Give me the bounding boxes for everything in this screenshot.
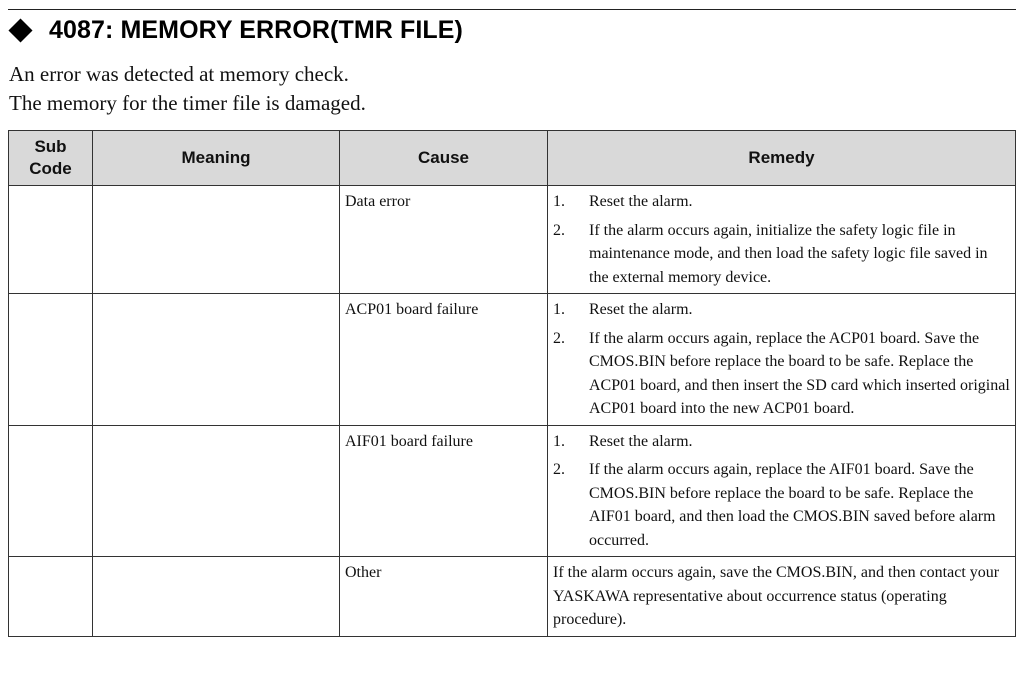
alarm-title: 4087: MEMORY ERROR(TMR FILE)	[49, 15, 463, 44]
step-number: 2.	[553, 461, 565, 478]
step-text: If the alarm occurs again, replace the AIF01 board. Save the CMOS.BIN before replace the board to be safe. Replace the AIF01 board, and then load the CMOS.BIN saved before alarm occurred.	[589, 461, 996, 549]
header-remedy: Remedy	[548, 131, 1016, 186]
step-text: Reset the alarm.	[589, 301, 693, 318]
alarm-table	[8, 130, 1016, 637]
remedy-step	[553, 219, 1010, 290]
sub-code-cell	[9, 186, 93, 294]
cause-cell: AIF01 board failure	[340, 425, 548, 557]
step-number: 1.	[553, 301, 565, 318]
step-text: If the alarm occurs again, replace the ACP01 board. Save the CMOS.BIN before replace the board to be safe. Replace the ACP01 board, and then insert the SD card which inserted original ACP01 board into the new ACP01 board.	[589, 329, 1010, 417]
table-row	[9, 186, 1016, 294]
cause-cell: ACP01 board failure	[340, 294, 548, 426]
step-text: Reset the alarm.	[589, 193, 693, 210]
sub-code-cell	[9, 425, 93, 557]
meaning-cell	[93, 186, 340, 294]
table-row	[9, 425, 1016, 557]
remedy-cell	[548, 294, 1016, 426]
table-row	[9, 557, 1016, 637]
header-sub-code: Sub Code	[9, 131, 93, 186]
meaning-cell	[93, 425, 340, 557]
description-line-1: An error was detected at memory check.	[9, 62, 349, 86]
step-number: 2.	[553, 329, 565, 347]
remedy-steps	[553, 298, 1010, 421]
step-number: 1.	[553, 432, 565, 450]
table-header-row	[9, 131, 1016, 186]
meaning-cell	[93, 557, 340, 637]
remedy-steps	[553, 430, 1010, 553]
top-rule	[8, 9, 1016, 10]
table-row	[9, 294, 1016, 426]
diamond-bullet-icon	[8, 18, 32, 42]
cause-cell: Other	[340, 557, 548, 637]
remedy-step	[553, 298, 1010, 322]
remedy-step	[553, 190, 1010, 214]
header-cause: Cause	[340, 131, 548, 186]
alarm-description	[9, 60, 366, 118]
meaning-cell	[93, 294, 340, 426]
remedy-step	[553, 327, 1010, 421]
remedy-step	[553, 430, 1010, 454]
step-number: 1.	[553, 193, 565, 210]
step-text: If the alarm occurs again, initialize the safety logic file in maintenance mode, and then load the safety logic file saved in the external memory device.	[589, 221, 988, 286]
step-text: Reset the alarm.	[589, 432, 693, 450]
cause-cell: Data error	[340, 186, 548, 294]
header-meaning: Meaning	[93, 131, 340, 186]
remedy-cell: If the alarm occurs again, save the CMOS.BIN, and then contact your YASKAWA representative about occurrence status (operating procedure).	[548, 557, 1016, 637]
section-heading	[8, 12, 463, 48]
remedy-steps	[553, 190, 1010, 289]
remedy-cell	[548, 425, 1016, 557]
remedy-step	[553, 458, 1010, 552]
remedy-cell	[548, 186, 1016, 294]
sub-code-cell	[9, 557, 93, 637]
step-number: 2.	[553, 221, 565, 239]
description-line-2: The memory for the timer file is damaged.	[9, 91, 366, 115]
sub-code-cell	[9, 294, 93, 426]
